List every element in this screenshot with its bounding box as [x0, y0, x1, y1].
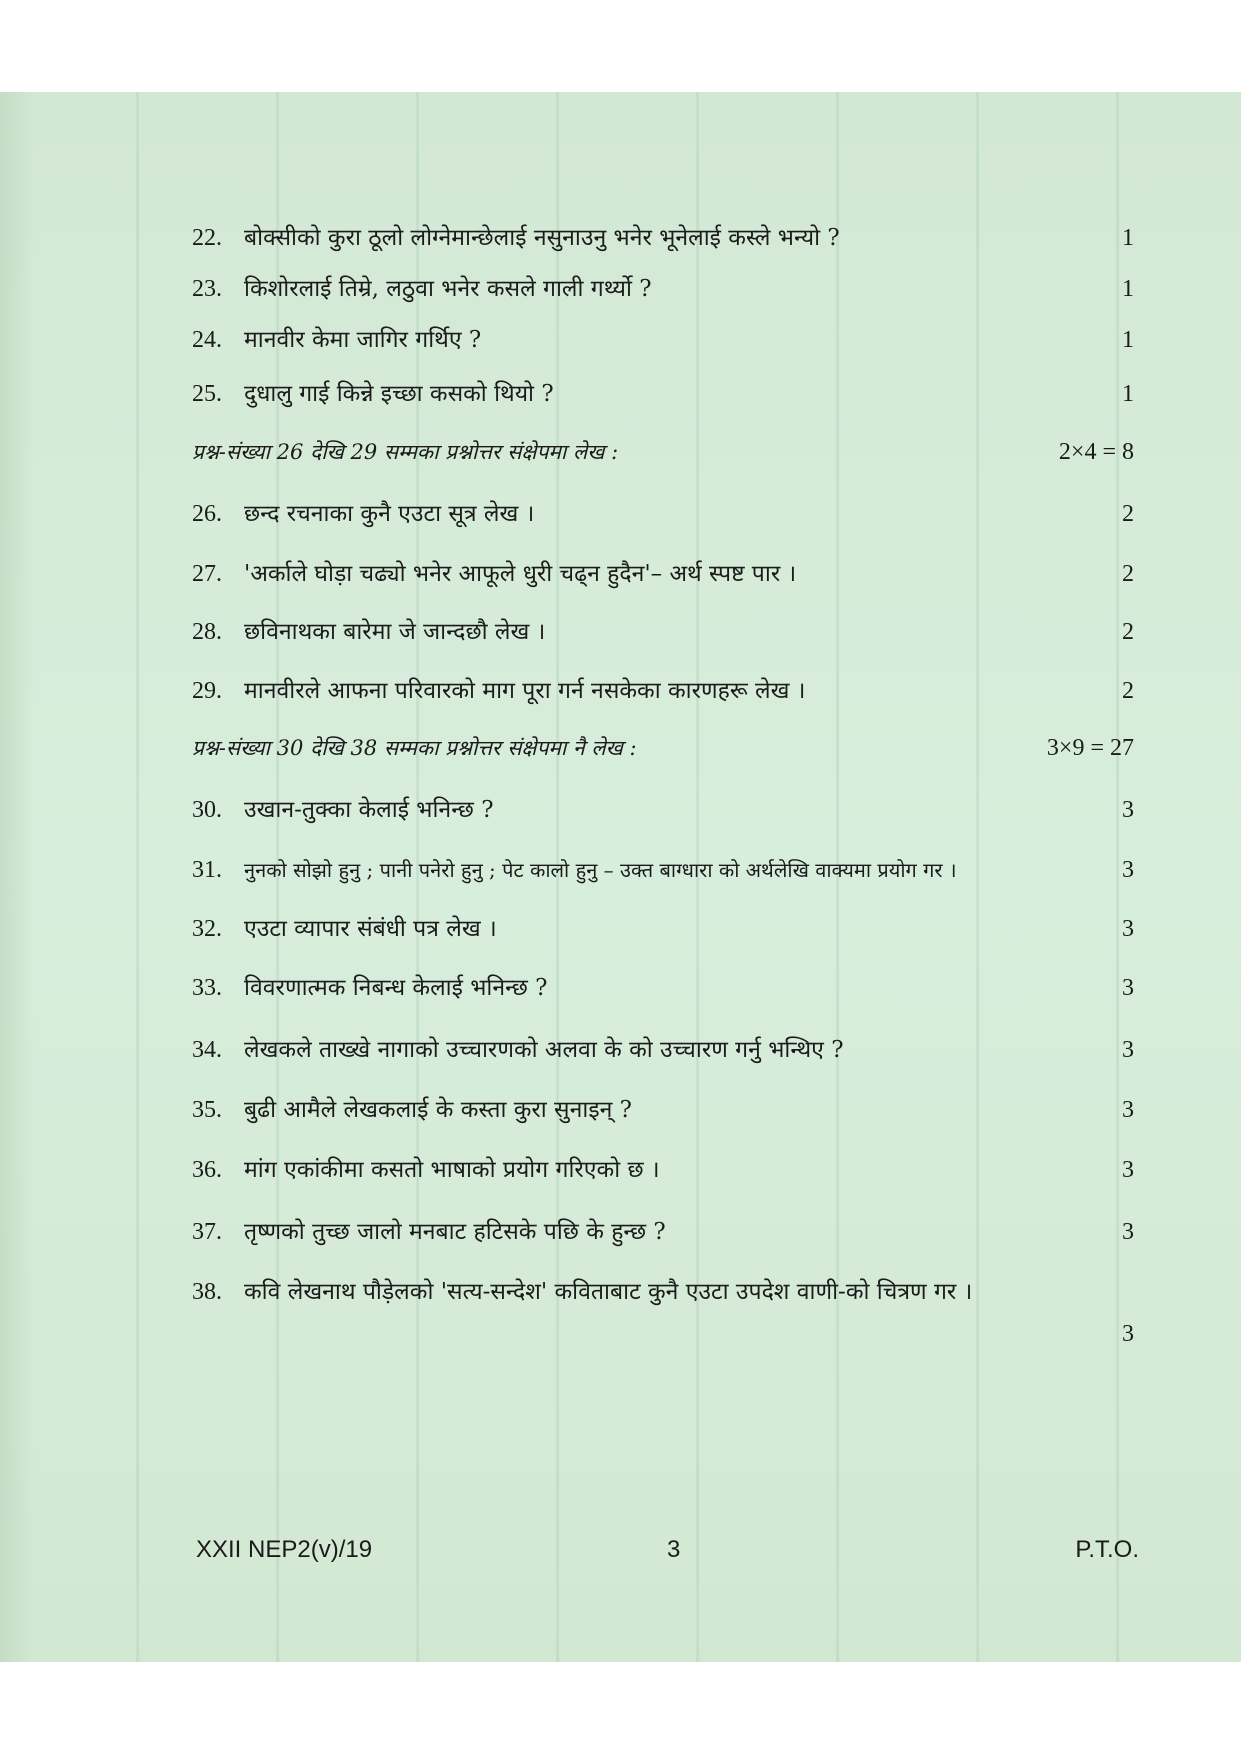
question-number: 23. — [192, 276, 222, 302]
paper-code: XXII NEP2(v)/19 — [196, 1536, 373, 1563]
question-marks: 1 — [1122, 225, 1134, 251]
question-marks: 2 — [1122, 678, 1134, 704]
question-marks: 3 — [1122, 1097, 1134, 1123]
question-29 — [192, 671, 1134, 711]
instruction-text: प्रश्न-संख्या 26 देखि 29 सम्मका प्रश्नोत्तर संक्षेपमा लेख : — [192, 440, 619, 464]
question-33 — [192, 968, 1134, 1008]
page-number: 3 — [667, 1536, 681, 1563]
question-38 — [192, 1272, 1134, 1312]
question-36 — [192, 1150, 1134, 1190]
question-marks: 2 — [1122, 619, 1134, 645]
question-text: मांग एकांकीमा कसतो भाषाको प्रयोग गरिएको छ । — [244, 1157, 660, 1183]
question-marks: 1 — [1122, 276, 1134, 302]
question-text: मानवीरले आफना परिवारको माग पूरा गर्न नसकेका कारणहरू लेख । — [244, 678, 806, 704]
question-marks: 3 — [1122, 1037, 1134, 1063]
question-number: 35. — [192, 1097, 222, 1123]
question-number: 26. — [192, 501, 222, 527]
page-margin-shadow — [0, 92, 34, 1662]
question-22 — [192, 218, 1134, 258]
question-number: 29. — [192, 678, 222, 704]
section-instruction-26-29 — [192, 432, 1134, 472]
question-34 — [192, 1030, 1134, 1070]
question-text: तृष्णको तुच्छ जालो मनबाट हटिसके पछि के हुन्छ ? — [244, 1219, 666, 1245]
section-instruction-30-38 — [192, 728, 1134, 768]
question-number: 30. — [192, 797, 222, 823]
question-number: 27. — [192, 561, 222, 587]
question-text: बुढी आमैले लेखकलाई के कस्ता कुरा सुनाइन् ? — [244, 1097, 633, 1123]
question-marks: 3 — [1122, 1157, 1134, 1183]
question-marks: 3 — [1122, 916, 1134, 942]
question-marks: 3 — [1122, 1219, 1134, 1245]
question-marks: 1 — [1122, 327, 1134, 353]
question-number: 22. — [192, 225, 222, 251]
question-number: 28. — [192, 619, 222, 645]
question-24 — [192, 320, 1134, 360]
instruction-text: प्रश्न-संख्या 30 देखि 38 सम्मका प्रश्नोत्तर संक्षेपमा नै लेख : — [192, 736, 637, 760]
question-37 — [192, 1212, 1134, 1252]
question-number: 32. — [192, 916, 222, 942]
question-text: बोक्सीको कुरा ठूलो लोग्नेमान्छेलाई नसुनाउनु भनेर भूनेलाई कस्ले भन्यो ? — [244, 225, 840, 251]
question-text: कवि लेखनाथ पौड़ेलको 'सत्य-सन्देश' कविताबाट कुनै एउटा उपदेश वाणी-को चित्रण गर । — [244, 1279, 973, 1305]
instruction-marks: 3×9 = 27 — [1046, 735, 1134, 761]
question-text: 'अर्काले घोड़ा चढ्यो भनेर आफूले धुरी चढ्न हुदैन'– अर्थ स्पष्ट पार । — [244, 561, 797, 587]
question-text: मानवीर केमा जागिर गर्थिए ? — [244, 327, 482, 353]
question-marks: 3 — [1122, 975, 1134, 1001]
question-number: 33. — [192, 975, 222, 1001]
question-25 — [192, 374, 1134, 414]
question-27 — [192, 554, 1134, 594]
question-38-marks: 3 — [1122, 1321, 1134, 1347]
instruction-marks: 2×4 = 8 — [1058, 439, 1134, 465]
question-text: छविनाथका बारेमा जे जान्दछौ लेख । — [244, 619, 546, 645]
question-28 — [192, 612, 1134, 652]
question-marks: 2 — [1122, 501, 1134, 527]
question-text: एउटा व्यापार संबंधी पत्र लेख । — [244, 916, 497, 942]
question-text: नुनको सोझो हुनु ; पानी पनेरो हुनु ; पेट कालो हुनु – उक्त बाग्धारा को अर्थलेखि वाक्यमा प्रयोग गर । — [244, 858, 957, 882]
question-32 — [192, 909, 1134, 949]
question-marks: 3 — [1122, 797, 1134, 823]
question-31 — [192, 850, 1134, 890]
question-35 — [192, 1090, 1134, 1130]
question-number: 24. — [192, 327, 222, 353]
question-number: 37. — [192, 1219, 222, 1245]
question-number: 25. — [192, 381, 222, 407]
question-text: छन्द रचनाका कुनै एउटा सूत्र लेख । — [244, 501, 535, 527]
question-text: किशोरलाई तिम्रे, लठुवा भनेर कसले गाली गर्थ्यो ? — [244, 276, 652, 302]
question-23 — [192, 269, 1134, 309]
question-marks: 1 — [1122, 381, 1134, 407]
question-text: विवरणात्मक निबन्ध केलाई भनिन्छ ? — [244, 975, 548, 1001]
please-turn-over: P.T.O. — [1075, 1536, 1139, 1563]
question-number: 31. — [192, 857, 222, 883]
question-marks: 2 — [1122, 561, 1134, 587]
question-26 — [192, 494, 1134, 534]
question-text: दुधालु गाई किन्ने इच्छा कसको थियो ? — [244, 381, 554, 407]
question-marks: 3 — [1122, 857, 1134, 883]
question-number: 34. — [192, 1037, 222, 1063]
question-30 — [192, 790, 1134, 830]
question-text: लेखकले ताख्खे नागाको उच्चारणको अलवा के को उच्चारण गर्नु भन्थिए ? — [244, 1037, 844, 1063]
question-number: 38. — [192, 1279, 222, 1305]
question-number: 36. — [192, 1157, 222, 1183]
question-text: उखान-तुक्का केलाई भनिन्छ ? — [244, 797, 494, 823]
